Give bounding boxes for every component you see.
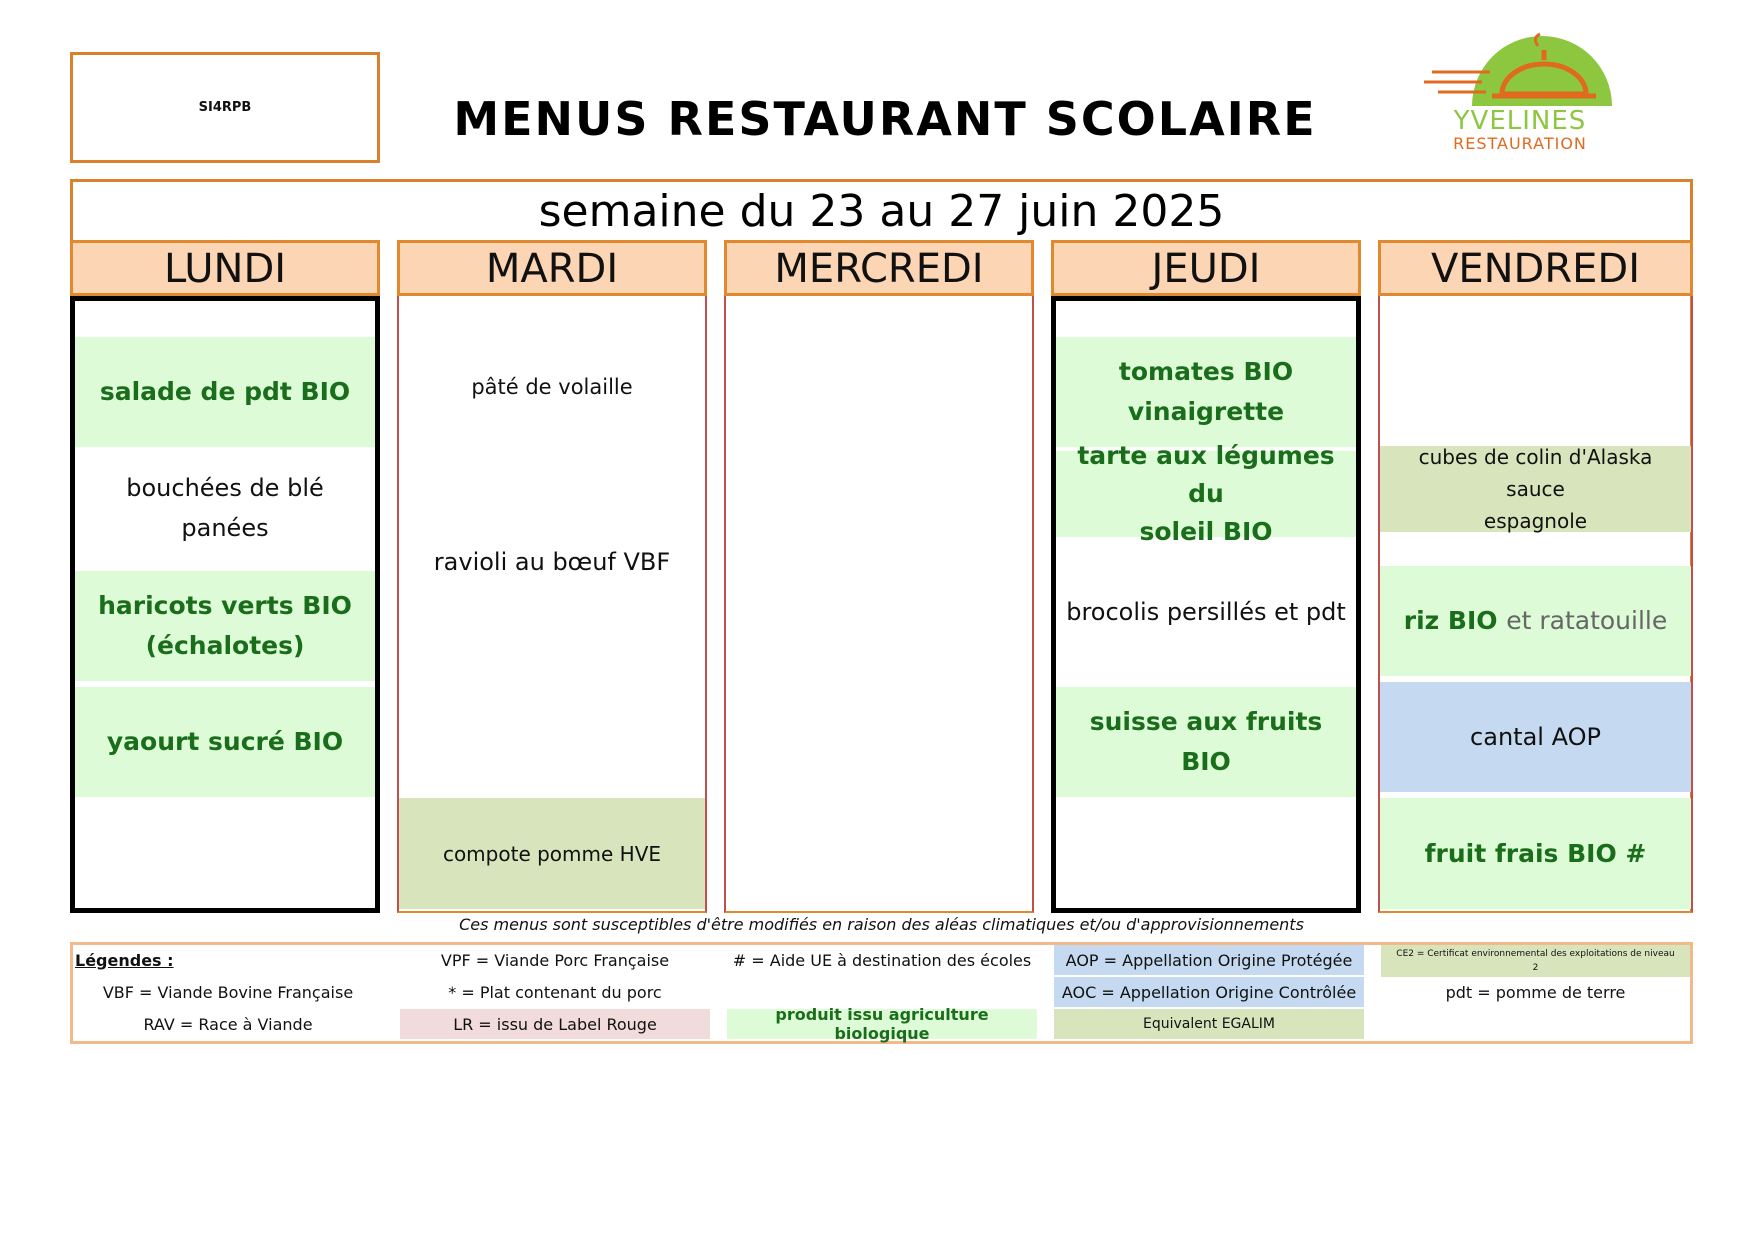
legend-title: Légendes : [75, 950, 174, 970]
legend-ce2 [1381, 945, 1690, 977]
menu-item-label: riz BIO [1403, 606, 1498, 635]
legend-pdt: pdt = pomme de terre [1445, 982, 1626, 1002]
school-code-box [70, 52, 380, 163]
legend-aoc: AOC = Appellation Origine Contrôlée [1054, 977, 1364, 1007]
menu-item-label: yaourt sucré BIO [106, 727, 344, 756]
legend-vpf: VPF = Viande Porc Française [440, 950, 670, 970]
day-column-mardi [397, 296, 707, 913]
menu-item-label: fruit frais BIO # [1424, 838, 1647, 868]
week-title: semaine du 23 au 27 juin 2025 [538, 186, 1225, 237]
menu-item-dessert [1380, 798, 1691, 909]
legend [70, 942, 1693, 1044]
menu-item-starter [399, 332, 705, 442]
menu-item-starter [1056, 337, 1356, 447]
disclaimer: Ces menus sont susceptibles d'être modifiés en raison des aléas climatiques et/ou d'approvisionnements [459, 915, 1304, 934]
menu-item-label: soleil BIO [1139, 517, 1273, 546]
school-code: SI4RPB [198, 100, 252, 115]
menu-item-label: brocolis persillés et pdt [1066, 598, 1346, 626]
legend-egalim: Equivalent EGALIM [1054, 1009, 1364, 1039]
logo [1420, 30, 1620, 160]
day-header-mercredi: MERCREDI [724, 240, 1034, 296]
menu-item-label: salade de pdt BIO [99, 377, 351, 406]
legend-porc: * = Plat contenant du porc [448, 982, 662, 1002]
menu-item-side [1056, 537, 1356, 687]
menu-item-starter [75, 337, 375, 447]
legend-label-rouge: LR = issu de Label Rouge [400, 1009, 710, 1039]
menu-item-main [1380, 446, 1691, 532]
menu-item-label: et ratatouille [1506, 606, 1668, 635]
day-column-lundi [70, 296, 380, 913]
menu-item-label: cubes de colin d'Alaska sauce [1418, 445, 1653, 501]
day-column-mercredi [724, 296, 1034, 913]
menu-item-dairy [75, 687, 375, 797]
legend-ce2-line1: CE2 = Certificat environnemental des exploitations de niveau [1396, 949, 1675, 959]
menu-item-label: ravioli au bœuf VBF [433, 548, 671, 576]
legend-vbf: VBF = Viande Bovine Française [102, 982, 354, 1002]
menu-item-label: compote pomme HVE [442, 841, 662, 866]
menu-item-label: espagnole [1483, 509, 1588, 533]
menu-item-label: cantal AOP [1470, 723, 1601, 751]
menu-item-main [1056, 441, 1356, 546]
menu-item-side [1380, 566, 1691, 676]
legend-aop: AOP = Appellation Origine Protégée [1054, 945, 1364, 975]
day-column-vendredi [1378, 296, 1693, 913]
day-header-mardi: MARDI [397, 240, 707, 296]
menu-item-main [75, 447, 375, 569]
menu-item-label: pâté de volaille [471, 375, 633, 399]
day-header-lundi: LUNDI [70, 240, 380, 296]
menu-item-label: suisse aux fruits BIO [1089, 707, 1323, 776]
legend-aide-ue: # = Aide UE à destination des écoles [732, 950, 1032, 970]
menu-item-label: haricots verts BIO [98, 591, 352, 620]
menu-item-dairy [1380, 682, 1691, 792]
menu-item-dessert [399, 798, 705, 909]
logo-word: YVELINES [1453, 106, 1587, 136]
legend-rav: RAV = Race à Viande [143, 1014, 313, 1034]
logo-dish-icon [1420, 30, 1620, 110]
menu-item-dairy [1056, 687, 1356, 797]
menu-item-label: tomates BIO [1118, 357, 1294, 386]
legend-bio: produit issu agriculture biologique [727, 1009, 1037, 1039]
menu-item-label: (échalotes) [145, 631, 305, 660]
day-header-vendredi: VENDREDI [1378, 240, 1693, 296]
menu-item-label: bouchées de blé panées [126, 474, 324, 542]
logo-subword: RESTAURATION [1453, 134, 1587, 153]
menu-item-label: tarte aux légumes du [1077, 441, 1335, 508]
day-column-jeudi [1051, 296, 1361, 913]
menu-item-label: vinaigrette [1127, 397, 1285, 426]
day-header-jeudi: JEUDI [1051, 240, 1361, 296]
menu-item-main [399, 442, 705, 682]
menu-item-side [75, 571, 375, 681]
legend-ce2-line2: 2 [1532, 963, 1539, 973]
page-title: MENUS RESTAURANT SCOLAIRE [453, 92, 1317, 146]
